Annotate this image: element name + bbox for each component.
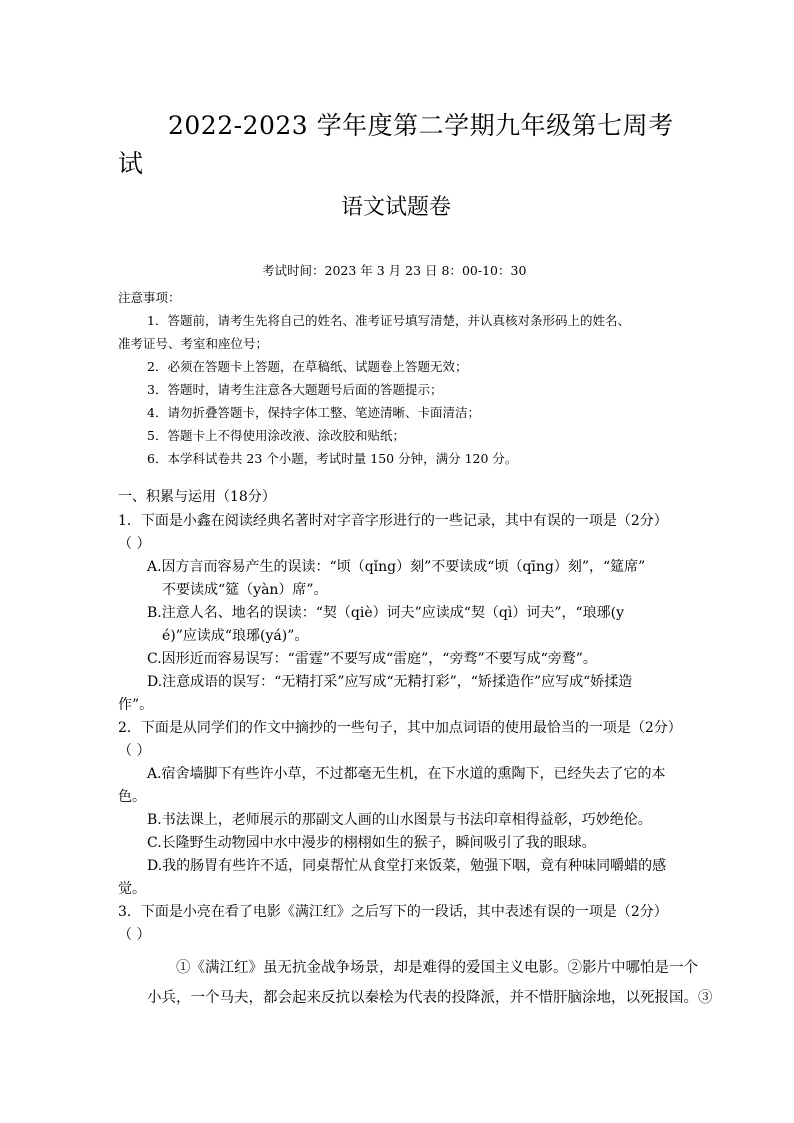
q2-option-a: A.宿舍墙脚下有些许小草，不过都毫无生机，在下水道的熏陶下，已经失去了它的本 — [147, 766, 666, 782]
q2-option-d: D.我的肠胃有些许不适，同桌帮忙从食堂打来饭菜，勉强下咽，竟有种味同嚼蜡的感 — [147, 858, 667, 874]
note-item-1: 1．答题前，请考生先将自己的姓名、准考证号填写清楚，并认真核对条形码上的姓名、 — [147, 313, 630, 328]
note-item-1-cont: 准考证号、考室和座位号； — [118, 336, 269, 351]
q1-option-a: A.因方言而容易产生的误读：“顷（qǐng）刻”不要读成“顷（qīng）刻”，“筵席” — [147, 559, 646, 575]
q1-option-d-cont: 作”。 — [118, 697, 154, 713]
question-2-answer-blank: （ ） — [118, 743, 151, 759]
q1-option-b-cont: é)”应读成“琅琊(yá)”。 — [162, 628, 309, 644]
question-3-answer-blank: （ ） — [118, 927, 151, 943]
page-title: 2022-2023 学年度第二学期九年级第七周考 — [168, 111, 674, 140]
q3-passage-line-2: 小兵，一个马夫，都会起来反抗以秦桧为代表的投降派，并不惜肝脑涂地，以死报国。③ — [147, 990, 713, 1006]
exam-time: 考试时间：2023 年 3 月 23 日 8：00-10：30 — [262, 263, 527, 278]
q1-option-c: C.因形近而容易误写：“雷霆”不要写成“雷庭”，“旁骛”不要写成“旁鹜”。 — [147, 651, 597, 667]
q2-option-a-cont: 色。 — [118, 789, 146, 805]
note-item-2: 2．必须在答题卡上答题，在草稿纸、试题卷上答题无效； — [147, 359, 468, 374]
question-1-stem: 1．下面是小鑫在阅读经典名著时对字音字形进行的一些记录，其中有误的一项是（2分） — [118, 513, 668, 529]
note-item-3: 3．答题时，请考生注意各大题题号后面的答题提示； — [147, 382, 443, 397]
page-subtitle: 语文试题卷 — [341, 195, 452, 220]
note-item-6: 6．本学科试卷共 23 个小题，考试时量 150 分钟，满分 120 分。 — [147, 451, 518, 466]
q1-option-b: B.注意人名、地名的误读：“契（qiè）诃夫”应读成“契（qì）诃夫”，“琅琊(y — [147, 605, 625, 621]
note-item-5: 5．答题卡上不得使用涂改液、涂改胶和贴纸； — [147, 428, 405, 443]
notes-heading: 注意事项： — [118, 290, 181, 305]
q1-option-d: D.注意成语的误写：“无精打采”应写成“无精打彩”，“矫揉造作”应写成“娇揉造 — [147, 674, 633, 690]
q3-passage-line-1: ①《满江红》虽无抗金战争场景，却是难得的爱国主义电影。②影片中哪怕是一个 — [176, 960, 698, 976]
q1-option-a-cont: 不要读成“筵（yàn）席”。 — [162, 582, 328, 598]
q2-option-b: B.书法课上，老师展示的那副文人画的山水图景与书法印章相得益彰，巧妙绝伦。 — [147, 812, 652, 828]
question-1-answer-blank: （ ） — [118, 536, 151, 552]
note-item-4: 4．请勿折叠答题卡，保持字体工整、笔迹清晰、卡面清洁； — [147, 405, 480, 420]
page-title-continued: 试 — [118, 149, 144, 178]
q2-option-d-cont: 觉。 — [118, 881, 146, 897]
question-3-stem: 3．下面是小亮在看了电影《满江红》之后写下的一段话，其中表述有误的一项是（2分） — [118, 904, 668, 920]
question-2-stem: 2．下面是从同学们的作文中摘抄的一些句子，其中加点词语的使用最恰当的一项是（2分） — [118, 720, 682, 736]
q2-option-c: C.长隆野生动物园中水中漫步的栩栩如生的猴子，瞬间吸引了我的眼球。 — [147, 835, 596, 851]
section-heading: 一、积累与运用（18分） — [118, 489, 276, 505]
